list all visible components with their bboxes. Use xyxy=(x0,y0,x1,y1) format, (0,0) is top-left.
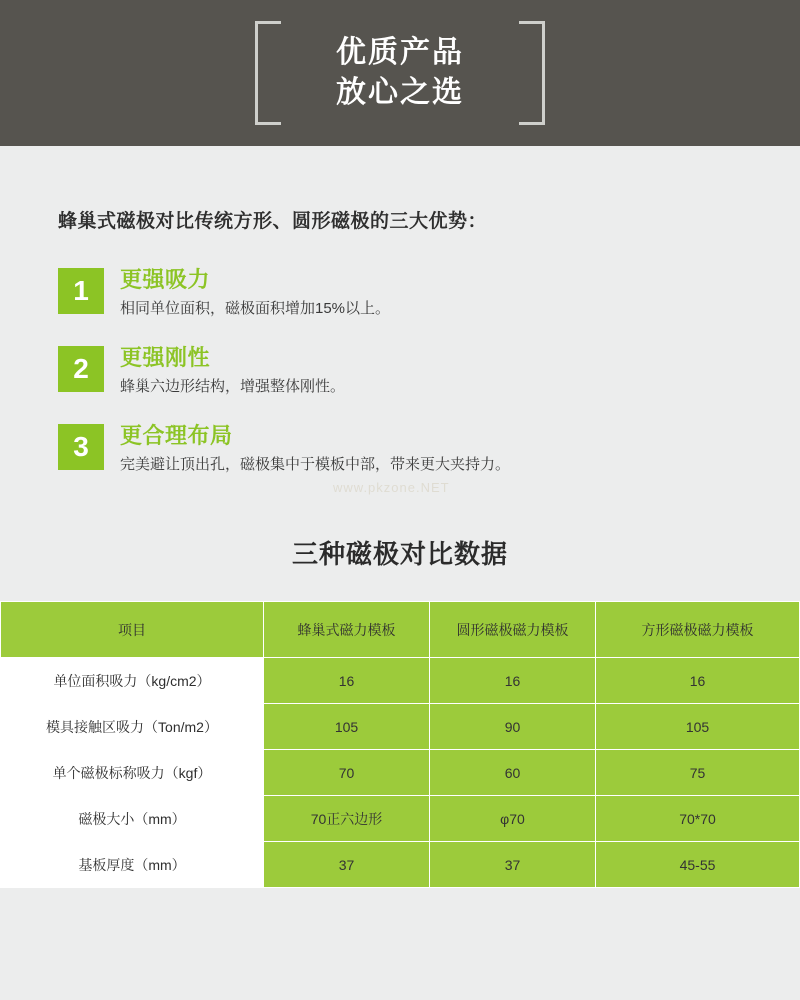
table-cell: 基板厚度（mm） xyxy=(1,842,264,888)
banner-bracket-frame xyxy=(255,21,545,125)
table-cell: 磁极大小（mm） xyxy=(1,796,264,842)
table-cell: 16 xyxy=(264,658,430,704)
advantage-number-badge: 2 xyxy=(58,346,104,392)
advantages-section xyxy=(0,146,800,474)
advantage-desc: 蜂巢六边形结构，增强整体刚性。 xyxy=(120,378,346,396)
banner-title xyxy=(336,33,464,113)
banner-title-line1: 优质产品 xyxy=(336,36,464,70)
table-title: 三种磁极对比数据 xyxy=(291,539,508,570)
list-item xyxy=(58,344,800,397)
table-cell: 105 xyxy=(596,704,800,750)
table-header-cell: 蜂巢式磁力模板 xyxy=(264,602,430,658)
banner-title-line2: 放心之选 xyxy=(336,76,464,109)
table-cell: 60 xyxy=(430,750,596,796)
list-item xyxy=(58,422,800,475)
table-header-cell: 方形磁极磁力模板 xyxy=(596,602,800,658)
advantage-desc: 完美避让顶出孔，磁极集中于模板中部，带来更大夹持力。 xyxy=(120,455,511,473)
table-cell: φ70 xyxy=(430,796,596,842)
bracket-right-icon xyxy=(519,21,545,125)
table-row xyxy=(1,658,800,704)
advantage-title: 更合理布局 xyxy=(120,422,233,448)
table-cell: 75 xyxy=(596,750,800,796)
table-cell: 16 xyxy=(430,658,596,704)
advantage-title: 更强刚性 xyxy=(120,344,211,370)
table-cell: 模具接触区吸力（Ton/m2） xyxy=(1,704,264,750)
table-cell: 37 xyxy=(264,842,430,888)
table-row xyxy=(1,796,800,842)
table-cell: 16 xyxy=(596,658,800,704)
table-row xyxy=(1,750,800,796)
table-cell: 90 xyxy=(430,704,596,750)
table-cell: 70 xyxy=(264,750,430,796)
list-item xyxy=(58,266,800,319)
table-header-row xyxy=(1,602,800,658)
header-banner xyxy=(0,0,800,146)
comparison-table xyxy=(0,601,800,888)
table-cell: 37 xyxy=(430,842,596,888)
watermark: www.pkzone.NET xyxy=(333,480,450,495)
table-cell: 70正六边形 xyxy=(264,796,430,842)
advantage-text xyxy=(120,422,510,475)
table-header-cell: 圆形磁极磁力模板 xyxy=(430,602,596,658)
table-row xyxy=(1,704,800,750)
advantage-desc: 相同单位面积，磁极面积增加15%以上。 xyxy=(120,300,391,318)
table-cell: 45-55 xyxy=(596,842,800,888)
advantages-heading: 蜂巢式磁极对比传统方形、圆形磁极的三大优势： xyxy=(58,211,488,232)
bracket-left-icon xyxy=(255,21,281,125)
banner-inner xyxy=(0,0,800,146)
table-cell: 70*70 xyxy=(596,796,800,842)
table-header-cell: 项目 xyxy=(1,602,264,658)
table-cell: 105 xyxy=(264,704,430,750)
table-cell: 单个磁极标称吸力（kgf） xyxy=(1,750,264,796)
table-row xyxy=(1,842,800,888)
advantage-number-badge: 3 xyxy=(58,424,104,470)
advantage-title: 更强吸力 xyxy=(120,267,211,292)
advantages-list xyxy=(58,266,800,474)
advantage-text xyxy=(120,266,390,319)
advantage-text xyxy=(120,344,345,397)
table-cell: 单位面积吸力（kg/cm2） xyxy=(1,658,264,704)
advantage-number-badge: 1 xyxy=(58,268,104,314)
